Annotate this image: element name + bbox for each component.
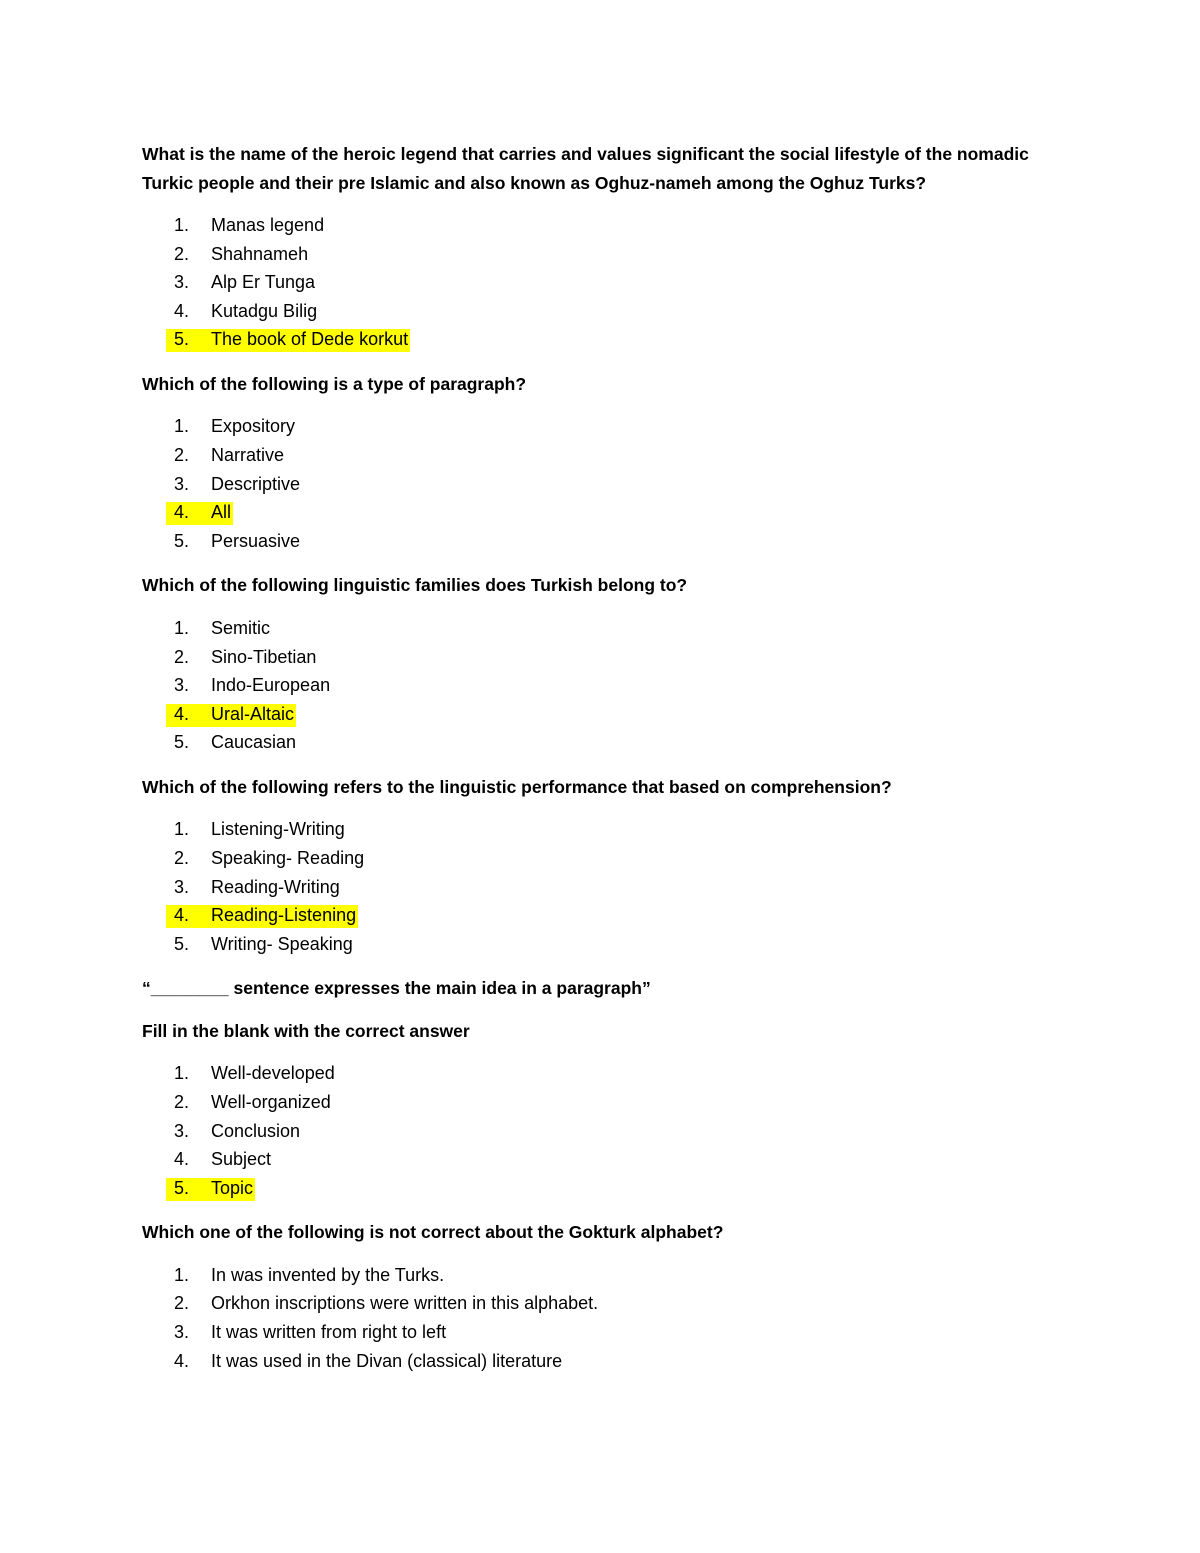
option-text: Well-organized bbox=[211, 1091, 331, 1112]
list-item bbox=[142, 1088, 1032, 1117]
option-text: Persuasive bbox=[211, 530, 301, 551]
list-item bbox=[142, 211, 1032, 240]
list-item bbox=[142, 700, 1032, 729]
option-number: 4. bbox=[174, 905, 190, 926]
options-list-5 bbox=[142, 1059, 1032, 1202]
option-number: 1. bbox=[174, 819, 190, 840]
option-text: Conclusion bbox=[211, 1120, 301, 1141]
document-page bbox=[142, 140, 1032, 1391]
option-text: Manas legend bbox=[211, 215, 325, 235]
option-number: 4. bbox=[174, 1149, 190, 1170]
list-item bbox=[142, 614, 1032, 643]
list-item bbox=[142, 268, 1032, 297]
option-text: Alp Er Tunga bbox=[211, 272, 316, 293]
option-number: 5. bbox=[174, 329, 190, 350]
option-number: 1. bbox=[174, 1063, 190, 1084]
option-text: Indo-European bbox=[211, 675, 331, 696]
option-number: 4. bbox=[174, 703, 190, 724]
option-text: Listening-Writing bbox=[211, 819, 345, 840]
options-list-3 bbox=[142, 614, 1032, 757]
list-item bbox=[142, 930, 1032, 959]
list-item bbox=[142, 1174, 1032, 1203]
list-item bbox=[142, 1318, 1032, 1347]
option-text: Reading-Listening bbox=[211, 905, 357, 926]
list-item bbox=[142, 297, 1032, 326]
option-text: Descriptive bbox=[211, 473, 301, 494]
list-item bbox=[142, 901, 1032, 930]
question-6: Which one of the following is not correct about the Gokturk alphabet? bbox=[142, 1222, 724, 1243]
option-text: Well-developed bbox=[211, 1063, 335, 1084]
option-text: Sino-Tibetian bbox=[211, 646, 317, 667]
option-number: 4. bbox=[174, 300, 190, 321]
list-item bbox=[142, 1117, 1032, 1146]
option-text: Shahnameh bbox=[211, 243, 309, 264]
option-number: 3. bbox=[174, 675, 190, 696]
list-item bbox=[142, 844, 1032, 873]
option-text: Kutadgu Bilig bbox=[211, 300, 318, 321]
options-list-2 bbox=[142, 412, 1032, 555]
option-number: 1. bbox=[174, 617, 190, 638]
list-item bbox=[142, 1347, 1032, 1376]
option-text: In was invented by the Turks. bbox=[211, 1264, 445, 1285]
list-item bbox=[142, 527, 1032, 556]
option-text: It was used in the Divan (classical) literature bbox=[211, 1350, 563, 1371]
option-number: 2. bbox=[174, 848, 190, 868]
list-item bbox=[142, 671, 1032, 700]
option-number: 5. bbox=[174, 933, 190, 954]
options-list-4 bbox=[142, 815, 1032, 958]
list-item bbox=[142, 470, 1032, 499]
list-item bbox=[142, 498, 1032, 527]
option-number: 1. bbox=[174, 215, 190, 235]
option-number: 2. bbox=[174, 1293, 190, 1314]
list-item bbox=[142, 240, 1032, 269]
option-text: Orkhon inscriptions were written in this alphabet. bbox=[211, 1293, 599, 1314]
list-item bbox=[142, 643, 1032, 672]
option-text: Caucasian bbox=[211, 732, 297, 753]
option-number: 3. bbox=[174, 473, 190, 494]
option-number: 2. bbox=[174, 1091, 190, 1112]
option-number: 1. bbox=[174, 1264, 190, 1285]
option-text: Speaking- Reading bbox=[211, 848, 365, 868]
option-number: 1. bbox=[174, 416, 190, 437]
option-number: 4. bbox=[174, 1350, 190, 1371]
option-number: 3. bbox=[174, 1322, 190, 1343]
list-item bbox=[142, 873, 1032, 902]
list-item bbox=[142, 1261, 1032, 1290]
option-text: Semitic bbox=[211, 617, 271, 638]
question-5-instruction: Fill in the blank with the correct answer bbox=[142, 1020, 470, 1041]
question-1: What is the name of the heroic legend that carries and values significant the social lifestyle of the nomadic Turkic people and their pre Islamic and also known as Oghuz-nameh among the Oghuz Turks? bbox=[142, 144, 1029, 193]
option-text: Reading-Writing bbox=[211, 876, 340, 897]
option-number: 5. bbox=[174, 530, 190, 551]
list-item bbox=[142, 728, 1032, 757]
options-list-6 bbox=[142, 1261, 1032, 1375]
option-number: 2. bbox=[174, 646, 190, 667]
options-list-1 bbox=[142, 211, 1032, 354]
list-item bbox=[142, 1289, 1032, 1318]
option-text: All bbox=[211, 502, 232, 523]
list-item bbox=[142, 412, 1032, 441]
list-item bbox=[142, 441, 1032, 470]
option-number: 5. bbox=[174, 1177, 190, 1198]
option-text: Ural-Altaic bbox=[211, 703, 295, 724]
option-text: Expository bbox=[211, 416, 296, 437]
list-item bbox=[142, 1059, 1032, 1088]
question-4: Which of the following refers to the linguistic performance that based on comprehension? bbox=[142, 776, 892, 797]
question-2: Which of the following is a type of paragraph? bbox=[142, 373, 527, 394]
option-number: 3. bbox=[174, 876, 190, 897]
option-text: It was written from right to left bbox=[211, 1322, 447, 1343]
option-text: The book of Dede korkut bbox=[211, 329, 409, 350]
option-text: Narrative bbox=[211, 445, 285, 466]
list-item bbox=[142, 1145, 1032, 1174]
question-5: “________ sentence expresses the main idea in a paragraph” bbox=[142, 978, 651, 999]
option-number: 5. bbox=[174, 732, 190, 753]
option-number: 4. bbox=[174, 502, 190, 523]
option-number: 3. bbox=[174, 1120, 190, 1141]
list-item bbox=[142, 815, 1032, 844]
option-number: 2. bbox=[174, 243, 190, 264]
question-3: Which of the following linguistic families does Turkish belong to? bbox=[142, 575, 688, 596]
option-number: 2. bbox=[174, 445, 190, 466]
option-text: Subject bbox=[211, 1149, 272, 1170]
option-number: 3. bbox=[174, 272, 190, 293]
option-text: Writing- Speaking bbox=[211, 933, 353, 954]
list-item bbox=[142, 325, 1032, 354]
option-text: Topic bbox=[211, 1177, 254, 1198]
